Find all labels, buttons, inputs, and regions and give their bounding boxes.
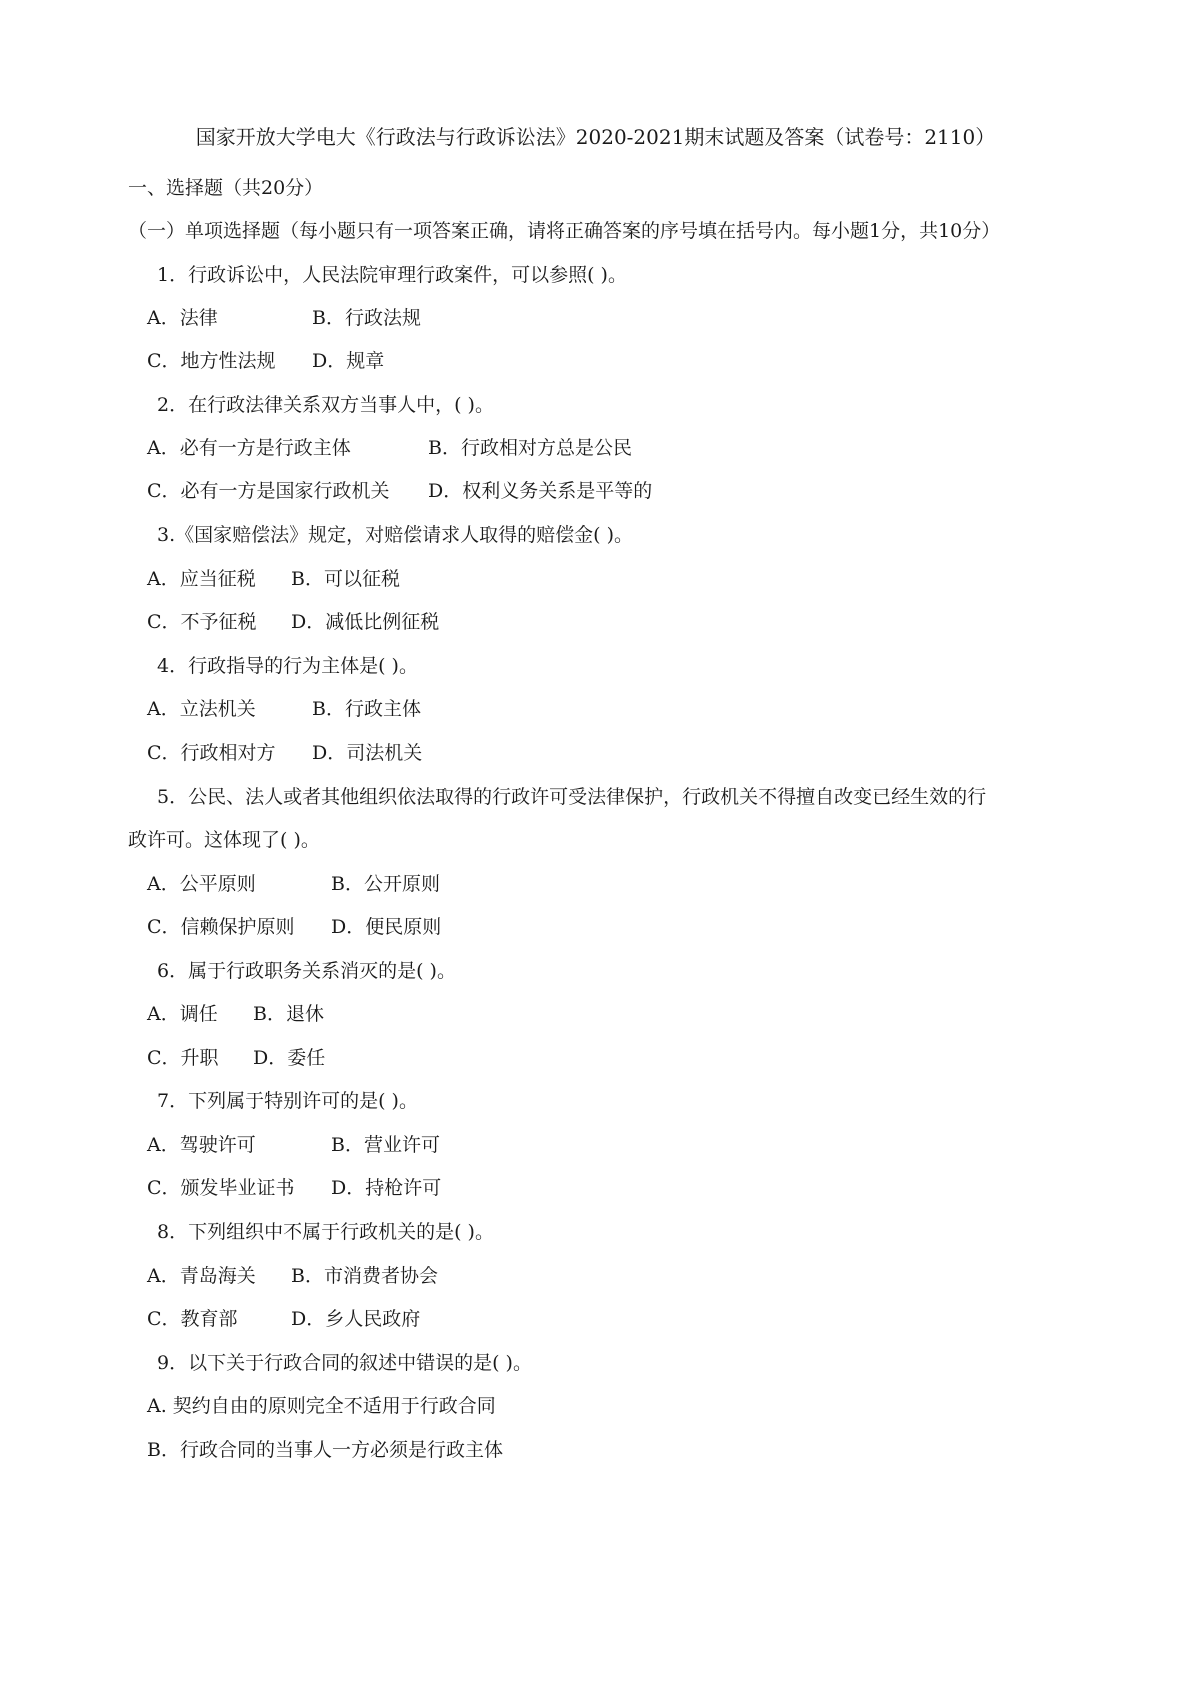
option-c: C．升职 (147, 1047, 219, 1069)
option-b: B．行政法规 (312, 307, 421, 329)
option-a: A．应当征税 (147, 568, 256, 590)
question-9-stem: 9．以下关于行政合同的叙述中错误的是( )。 (157, 1352, 532, 1374)
option-a: A．青岛海关 (147, 1265, 256, 1287)
option-b: B．行政合同的当事人一方必须是行政主体 (147, 1439, 503, 1461)
question-6-stem: 6．属于行政职务关系消灭的是( )。 (157, 960, 456, 982)
option-d: D．减低比例征税 (291, 611, 440, 633)
option-c: C．不予征税 (147, 611, 257, 633)
question-5-stem-continued: 政许可。这体现了( )。 (128, 829, 320, 851)
option-a: A. 契约自由的原则完全不适用于行政合同 (147, 1395, 496, 1417)
option-d: D．权利义务关系是平等的 (428, 480, 653, 502)
question-2-stem: 2．在行政法律关系双方当事人中，( )。 (157, 394, 494, 416)
option-c: C．教育部 (147, 1308, 238, 1330)
option-b: B．市消费者协会 (291, 1265, 438, 1287)
option-c: C．信赖保护原则 (147, 916, 295, 938)
option-a: A．调任 (147, 1003, 218, 1025)
option-d: D．乡人民政府 (291, 1308, 421, 1330)
section-heading: 一、选择题（共20分） (128, 177, 324, 199)
option-d: D．便民原则 (331, 916, 442, 938)
option-d: D．司法机关 (312, 742, 423, 764)
option-c: C．行政相对方 (147, 742, 276, 764)
question-1-stem: 1．行政诉讼中，人民法院审理行政案件，可以参照( )。 (157, 264, 627, 286)
option-d: D．委任 (253, 1047, 326, 1069)
question-7-stem: 7．下列属于特别许可的是( )。 (157, 1090, 418, 1112)
option-b: B．行政相对方总是公民 (428, 437, 632, 459)
option-b: B．行政主体 (312, 698, 421, 720)
question-3-stem: 3.《国家赔偿法》规定，对赔偿请求人取得的赔偿金( )。 (157, 524, 633, 546)
option-a: A．立法机关 (147, 698, 256, 720)
question-4-stem: 4．行政指导的行为主体是( )。 (157, 655, 418, 677)
option-c: C．颁发毕业证书 (147, 1177, 295, 1199)
option-a: A．必有一方是行政主体 (147, 437, 351, 459)
option-b: B．营业许可 (331, 1134, 440, 1156)
option-b: B．可以征税 (291, 568, 400, 590)
question-5-stem: 5．公民、法人或者其他组织依法取得的行政许可受法律保护，行政机关不得擅自改变已经生效的行 (157, 786, 987, 808)
subsection-heading: （一）单项选择题（每小题只有一项答案正确，请将正确答案的序号填在括号内。每小题1分，共10分） (128, 220, 1001, 242)
option-c: C．必有一方是国家行政机关 (147, 480, 390, 502)
question-8-stem: 8．下列组织中不属于行政机关的是( )。 (157, 1221, 494, 1243)
option-d: D．规章 (312, 350, 385, 372)
option-c: C．地方性法规 (147, 350, 276, 372)
option-a: A．驾驶许可 (147, 1134, 256, 1156)
option-b: B．退休 (253, 1003, 324, 1025)
option-a: A．法律 (147, 307, 218, 329)
option-a: A．公平原则 (147, 873, 256, 895)
option-d: D．持枪许可 (331, 1177, 442, 1199)
option-b: B．公开原则 (331, 873, 440, 895)
page-title: 国家开放大学电大《行政法与行政诉讼法》2020-2021期末试题及答案（试卷号：2110） (195, 125, 996, 149)
